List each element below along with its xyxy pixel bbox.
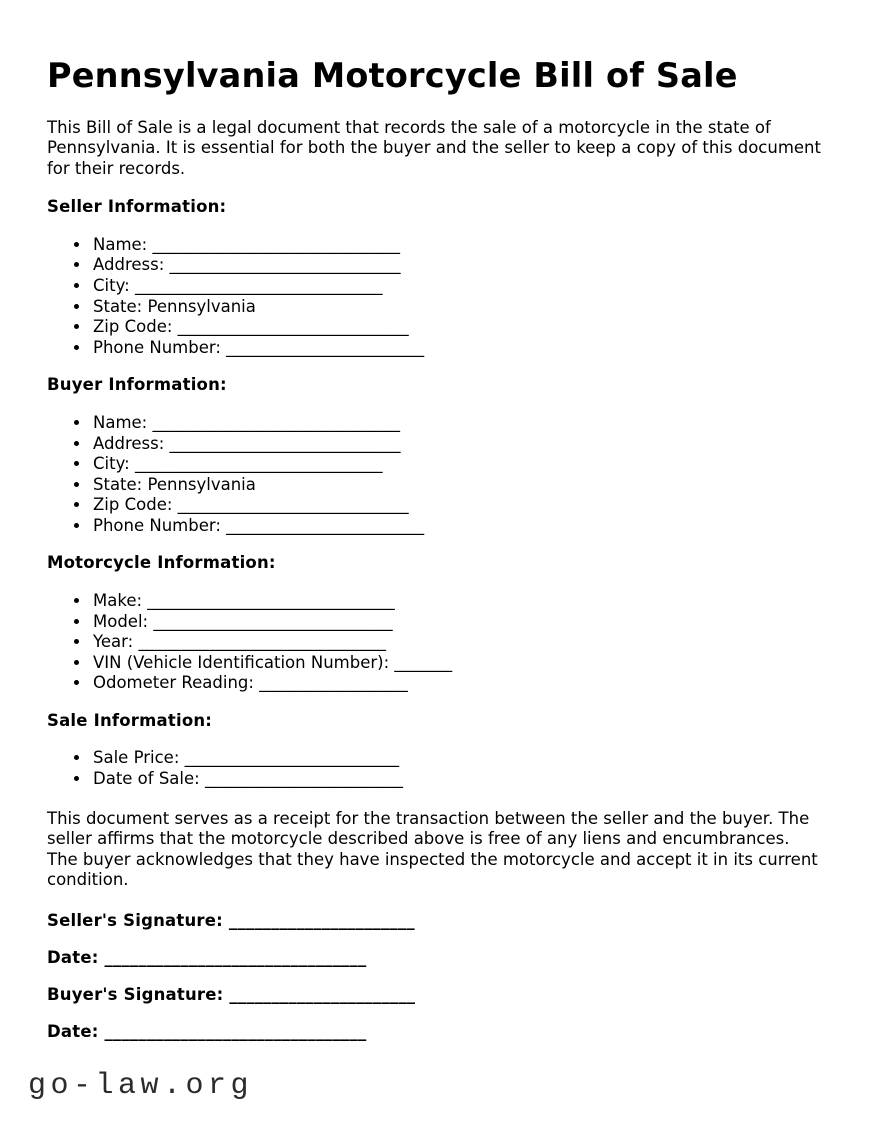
- seller-date-line: Date: _______________________________: [47, 947, 367, 967]
- intro-paragraph: This Bill of Sale is a legal document that records the sale of a motorcycle in the state of Pennsylvania. It is essential for both the buyer and the seller to keep a copy of this document for their records.: [47, 117, 821, 178]
- closing-paragraph: This document serves as a receipt for the transaction between the seller and the buyer. The seller affirms that the motorcycle described above is free of any liens and encumbrances. The buyer acknowledges that they have inspected the motorcycle and accept it in its current condition.: [47, 808, 818, 890]
- list-item: • Odometer Reading: __________________: [91, 673, 822, 694]
- list-item: • City: ______________________________: [91, 276, 822, 297]
- section-heading-buyer: Buyer Information:: [47, 375, 227, 395]
- list-item: • State: Pennsylvania: [91, 475, 822, 496]
- section-heading-motorcycle: Motorcycle Information:: [47, 553, 276, 573]
- footer-logo: go-law.org: [28, 1068, 254, 1103]
- list-item: • Name: ______________________________: [91, 235, 822, 256]
- list-item: • Address: ____________________________: [91, 434, 822, 455]
- section-heading-sale: Sale Information:: [47, 710, 213, 730]
- list-item: • Phone Number: ________________________: [91, 338, 822, 359]
- list-item: • State: Pennsylvania: [91, 297, 822, 318]
- buyer-signature-line: Buyer's Signature: ______________________: [47, 984, 416, 1004]
- list-item: • Zip Code: ____________________________: [91, 495, 822, 516]
- page-title: Pennsylvania Motorcycle Bill of Sale: [47, 56, 738, 95]
- seller-info-list: [47, 235, 822, 359]
- list-item: • Phone Number: ________________________: [91, 516, 822, 537]
- buyer-info-list: [47, 413, 822, 537]
- seller-signature-line: Seller's Signature: ______________________: [47, 910, 415, 930]
- list-item: • Sale Price: __________________________: [91, 748, 822, 769]
- motorcycle-info-list: [47, 591, 822, 694]
- list-item: • Address: ____________________________: [91, 255, 822, 276]
- list-item: • City: ______________________________: [91, 454, 822, 475]
- list-item: • Zip Code: ____________________________: [91, 317, 822, 338]
- sale-info-list: [47, 748, 822, 789]
- buyer-date-line: Date: _______________________________: [47, 1021, 367, 1041]
- section-heading-seller: Seller Information:: [47, 197, 227, 217]
- list-item: • VIN (Vehicle Identification Number): _______: [91, 653, 822, 674]
- list-item: • Name: ______________________________: [91, 413, 822, 434]
- list-item: • Date of Sale: ________________________: [91, 769, 822, 790]
- list-item: • Make: ______________________________: [91, 591, 822, 612]
- list-item: • Year: ______________________________: [91, 632, 822, 653]
- list-item: • Model: _____________________________: [91, 612, 822, 633]
